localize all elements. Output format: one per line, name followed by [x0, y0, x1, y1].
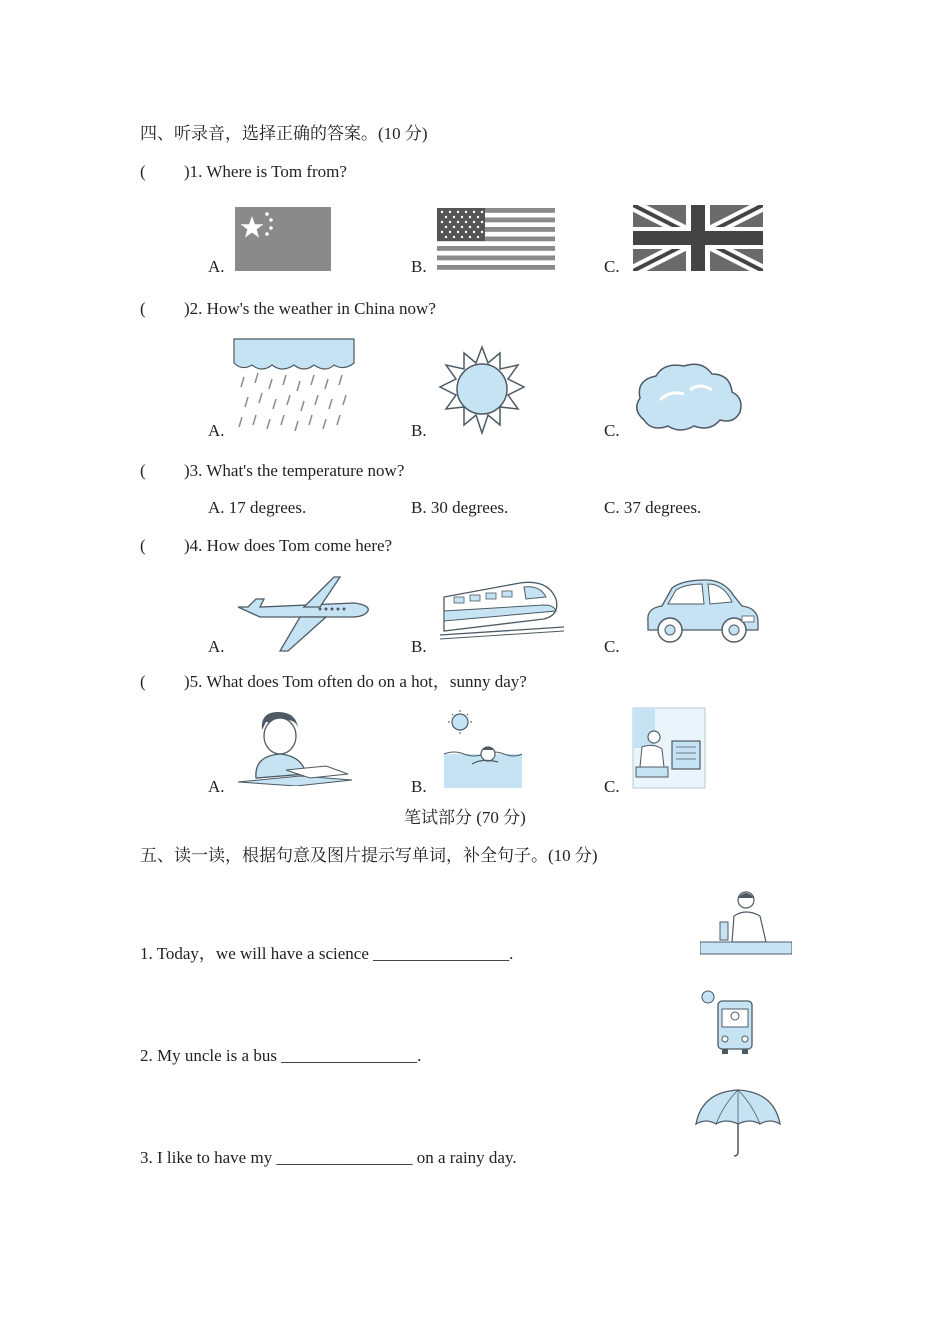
- q4-option-a-label[interactable]: A.: [208, 637, 225, 656]
- airplane-image: [234, 573, 372, 653]
- section-5-heading: 五、读一读，根据句意及图片提示写单词，补全句子。(10 分): [140, 846, 598, 865]
- q1-option-a-label[interactable]: A.: [208, 257, 225, 276]
- sentence-1: 1. Today，we will have a science ________________.: [140, 944, 514, 963]
- cloudy-weather-image: [630, 360, 746, 436]
- question-5: )5. What does Tom often do on a hot，sunny day?: [184, 672, 527, 691]
- science-lab-image: [700, 888, 792, 956]
- usa-flag-image: [437, 208, 555, 270]
- answer-bracket-q2[interactable]: (: [140, 299, 146, 318]
- answer-bracket-q3[interactable]: (: [140, 461, 146, 480]
- umbrella-image: [694, 1088, 782, 1158]
- answer-bracket-q1[interactable]: (: [140, 162, 146, 181]
- q3-option-a[interactable]: A. 17 degrees.: [208, 498, 307, 517]
- q5-option-b-label[interactable]: B.: [411, 777, 427, 796]
- reading-boy-image: [236, 708, 354, 786]
- train-image: [440, 575, 564, 641]
- q3-option-b[interactable]: B. 30 degrees.: [411, 498, 509, 517]
- china-flag-image: [235, 207, 331, 271]
- question-2: )2. How's the weather in China now?: [184, 299, 436, 318]
- question-4: )4. How does Tom come here?: [184, 536, 393, 555]
- car-image: [642, 578, 760, 648]
- q3-option-c[interactable]: C. 37 degrees.: [604, 498, 702, 517]
- rainy-weather-image: [232, 337, 356, 437]
- bus-driver-image: [696, 987, 756, 1055]
- q2-option-a-label[interactable]: A.: [208, 421, 225, 440]
- sentence-3: 3. I like to have my ________________ on a rainy day.: [140, 1148, 517, 1167]
- swimming-image: [442, 710, 524, 790]
- question-3: )3. What's the temperature now?: [184, 461, 405, 480]
- sunny-weather-image: [438, 345, 526, 435]
- q5-option-c-label[interactable]: C.: [604, 777, 620, 796]
- indoor-aircon-image: [632, 707, 706, 789]
- uk-flag-image: [633, 205, 763, 271]
- q4-option-c-label[interactable]: C.: [604, 637, 620, 656]
- answer-bracket-q5[interactable]: (: [140, 672, 146, 691]
- sentence-2: 2. My uncle is a bus ________________.: [140, 1046, 422, 1065]
- q4-option-b-label[interactable]: B.: [411, 637, 427, 656]
- q1-option-b-label[interactable]: B.: [411, 257, 427, 276]
- section-4-heading: 四、听录音，选择正确的答案。(10 分): [140, 124, 428, 143]
- q2-option-c-label[interactable]: C.: [604, 421, 620, 440]
- question-1: )1. Where is Tom from?: [184, 162, 347, 181]
- q5-option-a-label[interactable]: A.: [208, 777, 225, 796]
- written-part-title: 笔试部分 (70 分): [404, 808, 526, 827]
- q1-option-c-label[interactable]: C.: [604, 257, 620, 276]
- answer-bracket-q4[interactable]: (: [140, 536, 146, 555]
- q2-option-b-label[interactable]: B.: [411, 421, 427, 440]
